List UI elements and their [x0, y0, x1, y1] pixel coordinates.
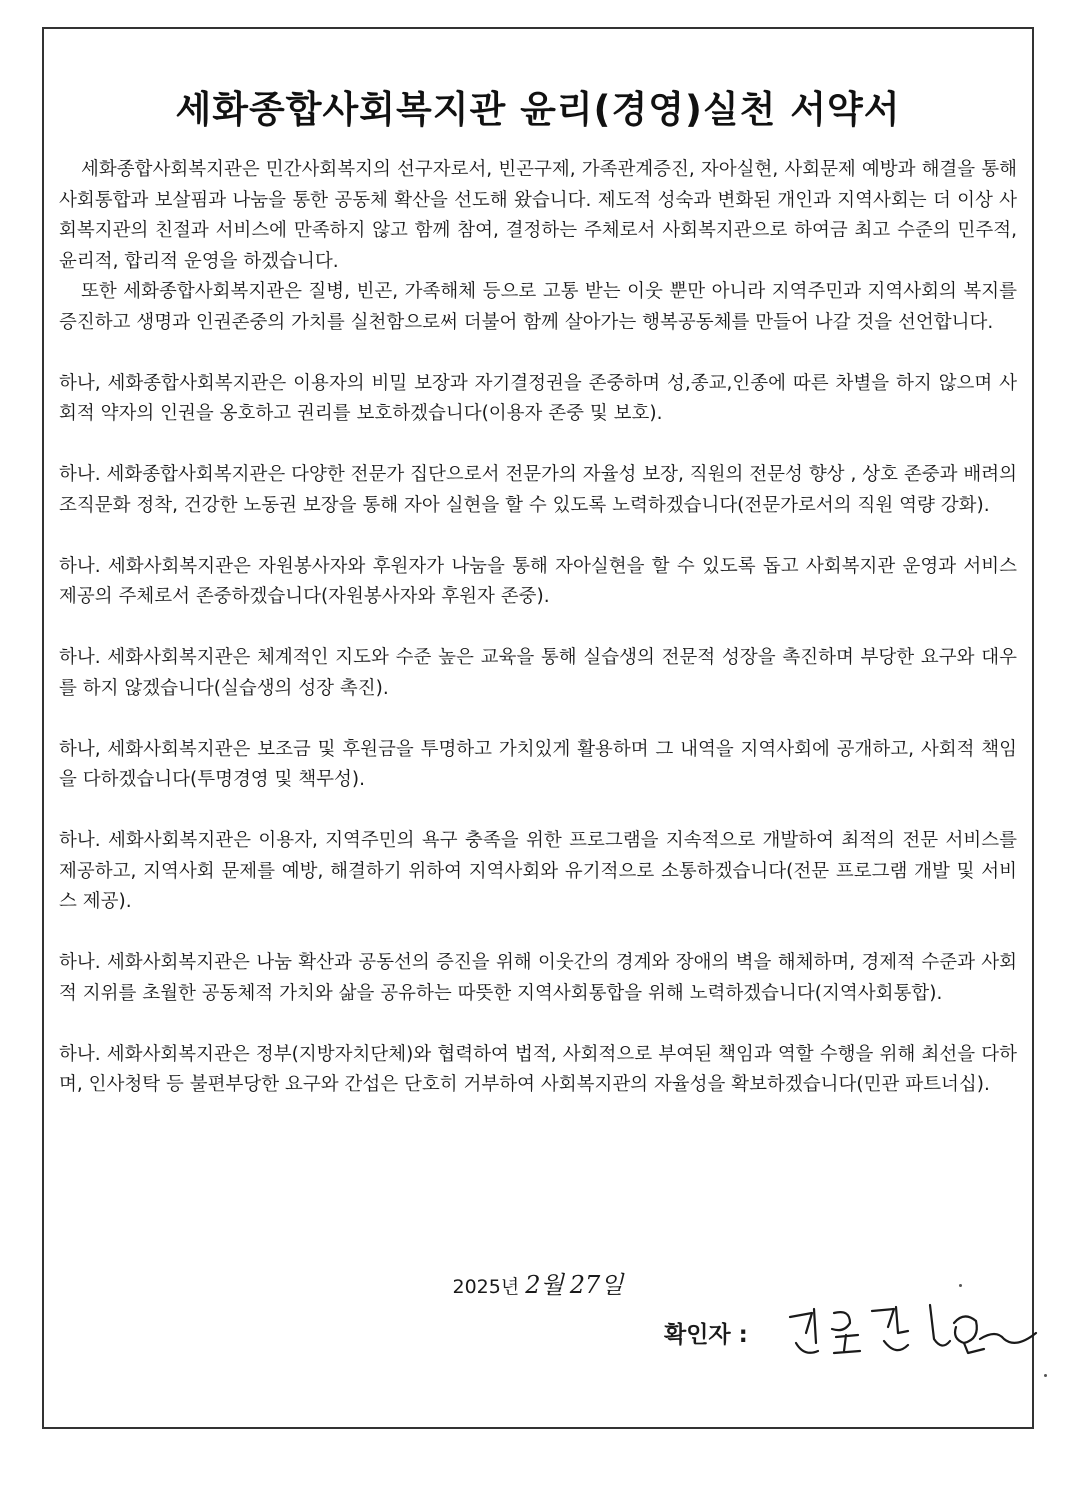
document-body [59, 155, 1017, 1101]
document-title: 세화종합사회복지관 윤리(경영)실천 서약서 [175, 88, 901, 131]
intro-paragraph: 세화종합사회복지관은 민간사회복지의 선구자로서, 빈곤구제, 가족관계증진, 자아실현, 사회문제 예방과 해결을 통해 사회통합과 보살핌과 나눔을 통한 공동체 확산을 선도해 왔습니다. 제도적 성숙과 변화된 개인과 지역사회는 더 이상 사회복지관의 친절과 서비스에 만족하지 않고 함께 참여, 결정하는 주체로서 사회복지관으로 하여금 최고 수준의 민주적, 윤리적, 합리적 운영을 하겠습니다. [59, 159, 1017, 272]
pledge-item: 하나, 세화종합사회복지관은 이용자의 비밀 보장과 자기결정권을 존중하며 성,종교,인종에 따른 차별을 하지 않으며 사회적 약자의 인권을 옹호하고 권리를 보호하겠습니다(이용자 존중 및 보호). [59, 372, 1017, 424]
pledge-item: 하나. 세화종합사회복지관은 다양한 전문가 집단으로서 전문가의 자율성 보장, 직원의 전문성 향상 , 상호 존중과 배려의 조직문화 정착, 건강한 노동권 보장을 통해 자아 실현을 할 수 있도록 노력하겠습니다(전문가로서의 직원 역량 강화). [59, 464, 1017, 516]
pledge-item: 하나. 세화사회복지관은 자원봉사자와 후원자가 나눔을 통해 자아실현을 할 수 있도록 돕고 사회복지관 운영과 서비스 제공의 주체로서 존중하겠습니다(자원봉사자와 후원자 존중). [59, 555, 1017, 607]
intro-paragraph: 또한 세화종합사회복지관은 질병, 빈곤, 가족해체 등으로 고통 받는 이웃 뿐만 아니라 지역주민과 지역사회의 복지를 증진하고 생명과 인권존중의 가치를 실천함으로써 더불어 함께 살아가는 행복공동체를 만들어 나갈 것을 선언합니다. [59, 281, 1017, 333]
date-month: 2월 [525, 1271, 564, 1299]
date-day: 27일 [569, 1271, 624, 1299]
pledge-item: 하나, 세화사회복지관은 보조금 및 후원금을 투명하고 가치있게 활용하며 그 내역을 지역사회에 공개하고, 사회적 책임을 다하겠습니다(투명경영 및 책무성). [59, 738, 1017, 790]
date-year: 2025년 [452, 1276, 520, 1298]
pledge-item: 하나. 세화사회복지관은 이용자, 지역주민의 욕구 충족을 위한 프로그램을 지속적으로 개발하여 최적의 전문 서비스를 제공하고, 지역사회 문제를 예방, 해결하기 위하여 지역사회와 유기적으로 소통하겠습니다(전문 프로그램 개발 및 서비스 제공). [59, 830, 1017, 912]
scan-speck [1044, 1374, 1047, 1377]
pledge-item: 하나. 세화사회복지관은 정부(지방자치단체)와 협력하여 법적, 사회적으로 부여된 책임과 역할 수행을 위해 최선을 다하며, 인사청탁 등 불편부당한 요구와 간섭은 단호히 거부하여 사회복지관의 자율성을 확보하겠습니다(민관 파트너십). [59, 1043, 1017, 1095]
confirmer-label: 확인자 : [664, 1322, 748, 1348]
pledge-item: 하나. 세화사회복지관은 나눔 확산과 공동선의 증진을 위해 이웃간의 경계와 장애의 벽을 해체하며, 경제적 수준과 사회적 지위를 초월한 공동체적 가치와 삶을 공유하는 따뜻한 지역사회통합을 위해 노력하겠습니다(지역사회통합). [59, 952, 1017, 1004]
signature-mark [784, 1299, 1044, 1363]
scan-speck [959, 1284, 962, 1287]
document-frame [42, 27, 1034, 1429]
signing-date [44, 1265, 1032, 1300]
pledge-item: 하나. 세화사회복지관은 체계적인 지도와 수준 높은 교육을 통해 실습생의 전문적 성장을 촉진하며 부당한 요구와 대우를 하지 않겠습니다(실습생의 성장 촉진). [59, 647, 1017, 699]
